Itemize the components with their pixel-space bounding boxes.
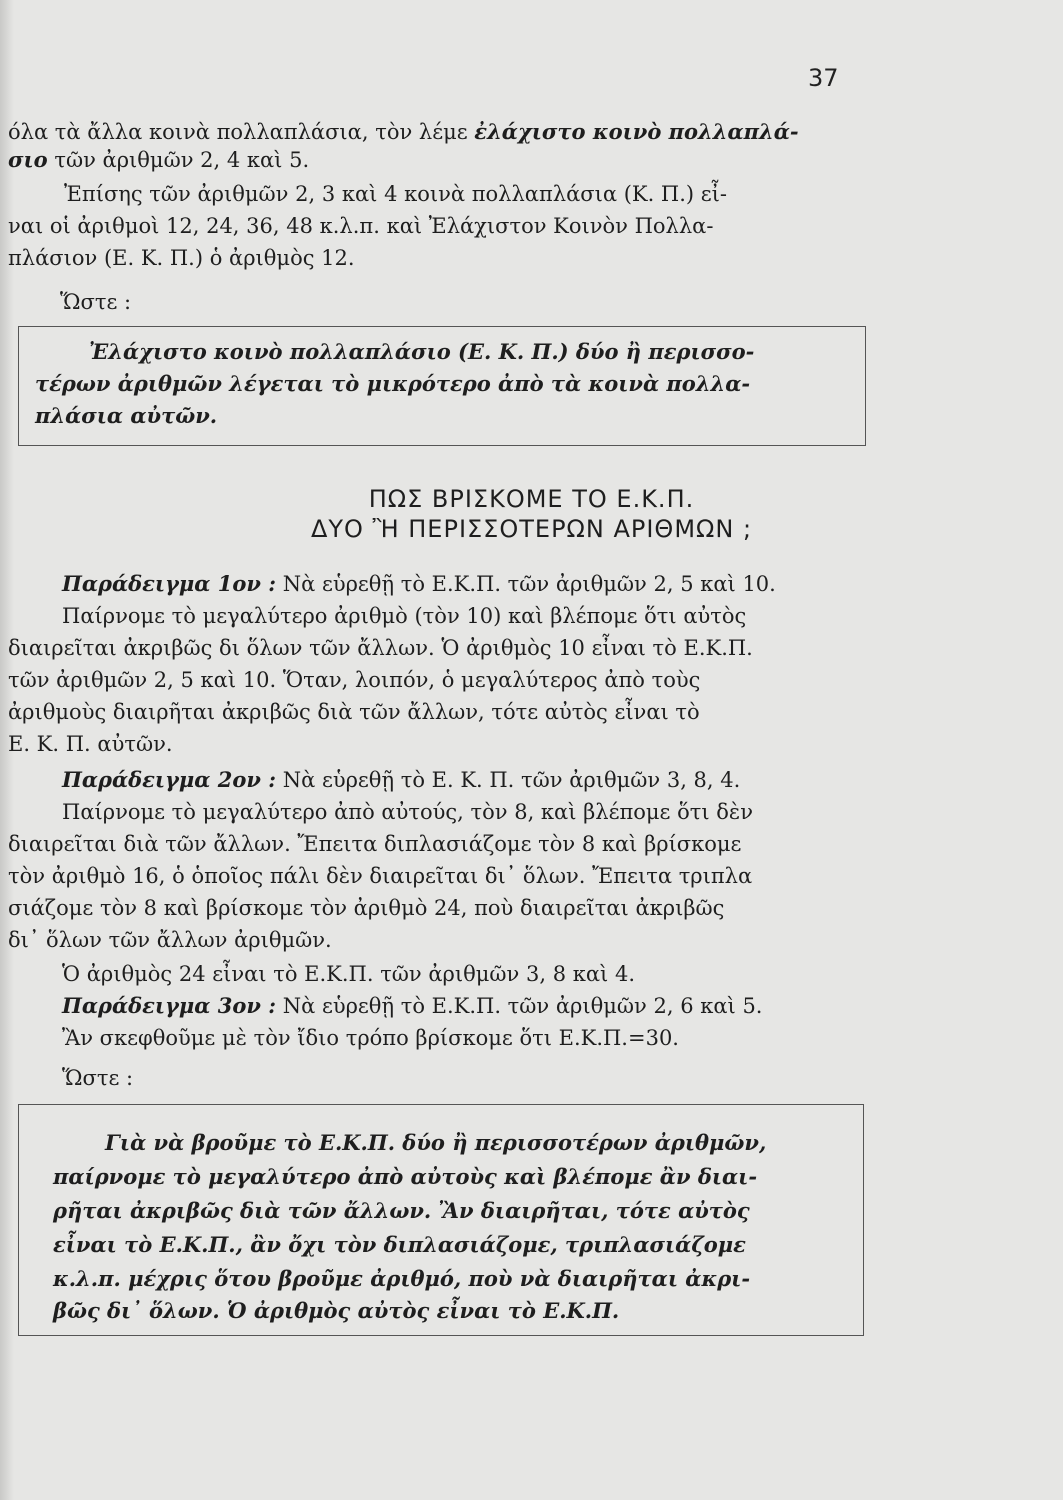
rule-box [18, 1104, 864, 1336]
definition-line: πλάσια αὐτῶν. [35, 403, 218, 428]
example-2-line: Ὁ ἀριθμὸς 24 εἶναι τὸ Ε.Κ.Π. τῶν ἀριθμῶν 3, 8 καὶ 4. [62, 962, 635, 986]
rule-line: ρῆται ἀκριβῶς διὰ τῶν ἄλλων. Ἂν διαιρῆται, τότε αὐτὸς [53, 1198, 750, 1223]
definition-line: τέρων ἀριθμῶν λέγεται τὸ μικρότερο ἀπὸ τὰ κοινὰ πολλα- [35, 371, 751, 396]
section-heading-line-1: ΠΩΣ ΒΡΙΣΚΟΜΕ ΤΟ Ε.Κ.Π. [368, 485, 695, 513]
example-2-line: σιάζομε τὸν 8 καὶ βρίσκομε τὸν ἀριθμὸ 24, ποὺ διαιρεῖται ἀκριβῶς [8, 896, 725, 920]
example-1-line: διαιρεῖται ἀκριβῶς δι ὅλων τῶν ἄλλων. Ὁ ἀριθμὸς 10 εἶναι τὸ Ε.Κ.Π. [8, 636, 753, 660]
example-3-heading: Παράδειγμα 3ον : Νὰ εὑρεθῇ τὸ Ε.Κ.Π. τῶν ἀριθμῶν 2, 6 καὶ 5. [62, 993, 763, 1018]
intro-line-2: σιο τῶν ἀριθμῶν 2, 4 καὶ 5. [8, 147, 310, 172]
example-2-line: δι᾽ ὅλων τῶν ἄλλων ἀριθμῶν. [8, 928, 332, 952]
rule-line: Γιὰ νὰ βροῦμε τὸ Ε.Κ.Π. δύο ἢ περισσοτέρων ἀριθμῶν, [105, 1130, 767, 1155]
also-line: ναι οἱ ἀριθμοὶ 12, 24, 36, 48 κ.λ.π. καὶ Ἐλάχιστον Κοινὸν Πολλα- [8, 214, 714, 238]
example-1-line: τῶν ἀριθμῶν 2, 5 καὶ 10. Ὅταν, λοιπόν, ὁ μεγαλύτερος ἀπὸ τοὺς [8, 668, 701, 692]
example-label: Παράδειγμα 2ον : [62, 767, 277, 792]
so-label: Ὥστε : [62, 1066, 134, 1090]
rule-line: βῶς δι᾽ ὅλων. Ὁ ἀριθμὸς αὐτὸς εἶναι τὸ Ε.Κ.Π. [53, 1298, 620, 1323]
example-1-heading: Παράδειγμα 1ον : Νὰ εὑρεθῇ τὸ Ε.Κ.Π. τῶν ἀριθμῶν 2, 5 καὶ 10. [62, 571, 776, 596]
section-heading-line-2: ΔΥΟ Ἢ ΠΕΡΙΣΣΟΤΕΡΩΝ ΑΡΙΘΜΩΝ ; [310, 515, 753, 543]
example-1-line: Ε. Κ. Π. αὐτῶν. [8, 732, 173, 756]
rule-line: παίρνομε τὸ μεγαλύτερο ἀπὸ αὐτοὺς καὶ βλέπομε ἂν διαι- [53, 1164, 758, 1189]
example-1-line: Παίρνομε τὸ μεγαλύτερο ἀριθμὸ (τὸν 10) καὶ βλέπομε ὅτι αὐτὸς [62, 604, 747, 628]
example-label: Παράδειγμα 3ον : [62, 993, 277, 1018]
definition-line: Ἐλάχιστο κοινὸ πολλαπλάσιο (Ε. Κ. Π.) δύο ἢ περισσο- [89, 339, 755, 364]
example-2-line: τὸν ἀριθμὸ 16, ὁ ὁποῖος πάλι δὲν διαιρεῖται δι᾽ ὅλων. Ἔπειτα τριπλα [8, 864, 753, 888]
rule-line: κ.λ.π. μέχρις ὅτου βροῦμε ἀριθμό, ποὺ νὰ διαιρῆται ἀκρι- [53, 1266, 751, 1291]
example-1-line: ἀριθμοὺς διαιρῆται ἀκριβῶς διὰ τῶν ἄλλων, τότε αὐτὸς εἶναι τὸ [8, 700, 700, 724]
page-number: 37 [808, 64, 839, 92]
also-line: Ἐπίσης τῶν ἀριθμῶν 2, 3 καὶ 4 κοινὰ πολλαπλάσια (Κ. Π.) εἶ- [64, 182, 727, 206]
intro-line-1: όλα τὰ ἄλλα κοινὰ πολλαπλάσια, τὸν λέμε ἐλάχιστο κοινὸ πολλαπλά- [8, 119, 799, 144]
example-2-heading: Παράδειγμα 2ον : Νὰ εὑρεθῇ τὸ Ε. Κ. Π. τῶν ἀριθμῶν 3, 8, 4. [62, 767, 741, 792]
intro-emphasis: ἐλάχιστο κοινὸ πολλαπλά- [474, 119, 799, 144]
rule-line: εἶναι τὸ Ε.Κ.Π., ἂν ὄχι τὸν διπλασιάζομε, τριπλασιάζομε [53, 1232, 746, 1257]
example-2-line: διαιρεῖται διὰ τῶν ἄλλων. Ἔπειτα διπλασιάζομε τὸν 8 καὶ βρίσκομε [8, 832, 742, 856]
example-label: Παράδειγμα 1ον : [62, 571, 277, 596]
example-2-line: Παίρνομε τὸ μεγαλύτερο ἀπὸ αὐτούς, τὸν 8, καὶ βλέπομε ὅτι δὲν [62, 800, 753, 824]
intro-emphasis-2: σιο [8, 147, 48, 172]
example-3-line: Ἂν σκεφθοῦμε μὲ τὸν ἴδιο τρόπο βρίσκομε ὅτι Ε.Κ.Π.=30. [62, 1026, 679, 1050]
definition-box [18, 326, 866, 446]
also-line: πλάσιον (Ε. Κ. Π.) ὁ ἀριθμὸς 12. [8, 246, 355, 270]
so-label: Ὥστε : [60, 290, 132, 314]
